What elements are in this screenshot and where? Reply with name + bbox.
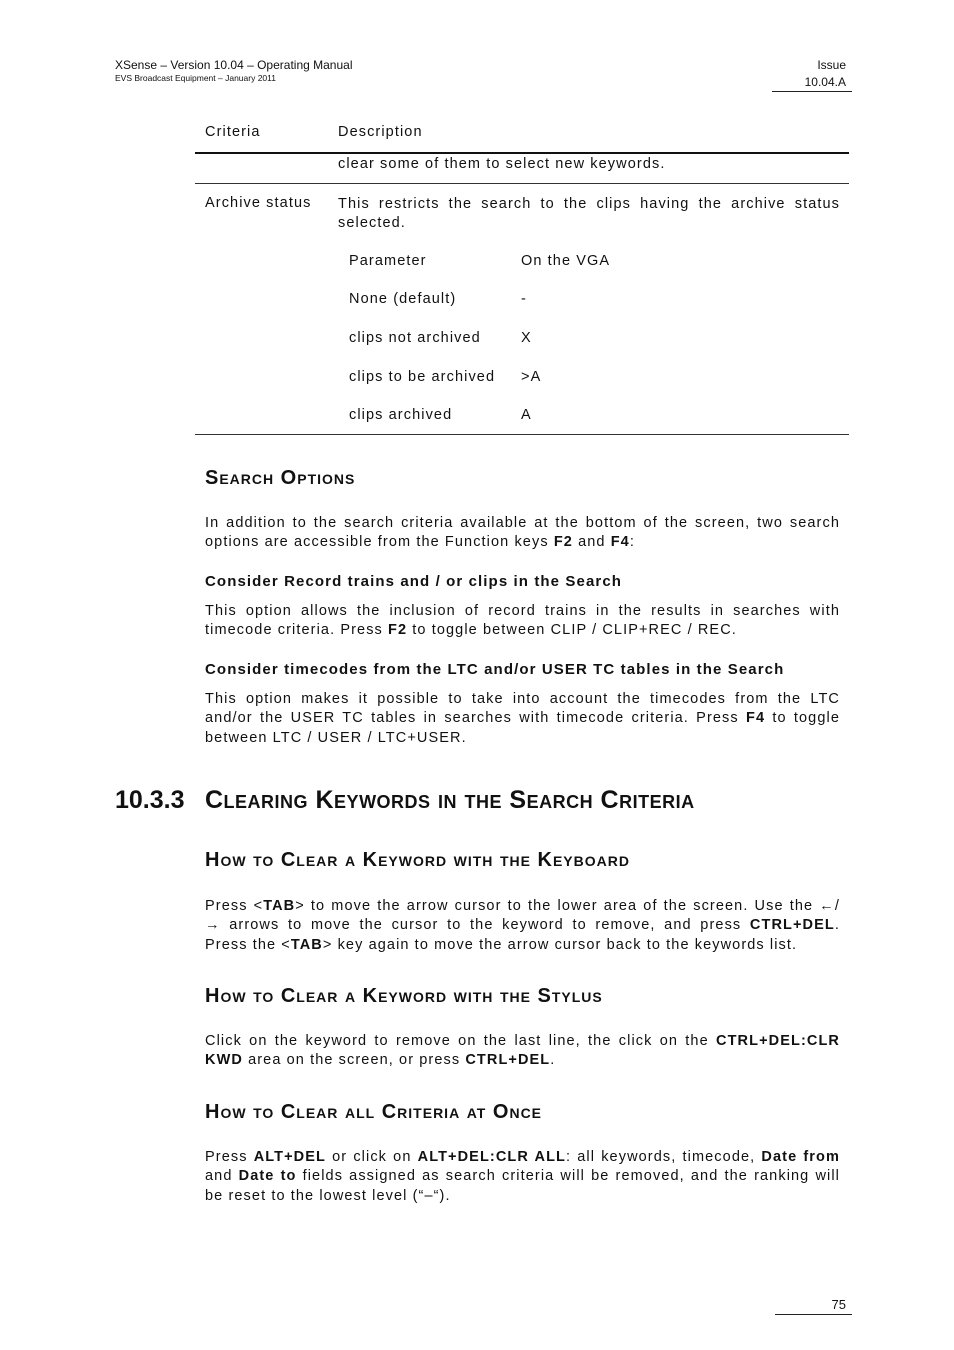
clear-all-paragraph: Press ALT+DEL or click on ALT+DEL:CLR ALL: all keywords, timecode, Date from and Date to fields assigned as search criteria will be removed, and the ranking will be reset to the lowest level (“–“). [205,1149,841,1204]
search-options-heading: Search Options [205,467,356,489]
keyboard-paragraph: Press <TAB> to move the arrow cursor to the lower area of the screen. Use the ←/→ arrows to move the cursor to the keyword to remove, and press CTRL+DEL. Press the <TAB> key again to move the arrow cursor back to the keywords list. [205,898,841,953]
inner-header-vga: On the VGA [521,253,611,269]
archive-status-description: This restricts the search to the clips having the archive status selected. [338,196,840,231]
table-bottom-rule [195,434,849,435]
inner-row-parameter: clips archived [349,407,453,423]
column-header-criteria: Criteria [205,124,261,140]
inner-row-parameter: None (default) [349,291,457,307]
section-number: 10.3.3 [115,786,185,814]
inner-row-value: - [521,291,527,307]
clear-all-heading: How to Clear all Criteria at Once [205,1101,543,1123]
inner-row-parameter: clips not archived [349,330,481,346]
inner-header-parameter: Parameter [349,253,427,269]
issue-version: 10.04.A [804,75,846,89]
column-header-description: Description [338,124,423,140]
stylus-paragraph: Click on the keyword to remove on the last line, the click on the CTRL+DEL:CLR KWD area on the screen, or press CTRL+DEL. [205,1033,840,1069]
inner-row-value: A [521,407,532,423]
table-header-rule [195,152,849,154]
inner-row-value: X [521,330,532,346]
search-options-intro: In addition to the search criteria available at the bottom of the screen, two search options are accessible from the Function keys F2 and F4: [205,515,840,551]
issue-label: Issue [817,58,846,72]
archive-status-label: Archive status [205,195,312,211]
inner-row-parameter: clips to be archived [349,369,496,385]
stylus-heading: How to Clear a Keyword with the Stylus [205,985,603,1007]
keyboard-heading: How to Clear a Keyword with the Keyboard [205,849,630,871]
document-subtitle: EVS Broadcast Equipment – January 2011 [115,73,276,83]
record-trains-subheading: Consider Record trains and / or clips in the Search [205,573,623,590]
inner-row-value: >A [521,369,542,385]
timecodes-paragraph: This option makes it possible to take into account the timecodes from the LTC and/or the USER TC tables in searches with timecode criteria. Press F4 to toggle between LTC / USER / LTC+USER. [205,691,840,746]
timecodes-subheading: Consider timecodes from the LTC and/or USER TC tables in the Search [205,661,785,678]
page-number: 75 [831,1297,846,1312]
section-title: Clearing Keywords in the Search Criteria [205,786,695,814]
continued-description: clear some of them to select new keywords. [338,156,666,172]
document-title: XSense – Version 10.04 – Operating Manual [115,58,353,72]
record-trains-paragraph: This option allows the inclusion of record trains in the results in searches with timecode criteria. Press F2 to toggle between CLIP / CLIP+REC / REC. [205,603,840,639]
table-row-rule [195,183,849,184]
header-rule [772,91,852,92]
section-heading [115,786,695,815]
footer-rule [775,1314,852,1315]
